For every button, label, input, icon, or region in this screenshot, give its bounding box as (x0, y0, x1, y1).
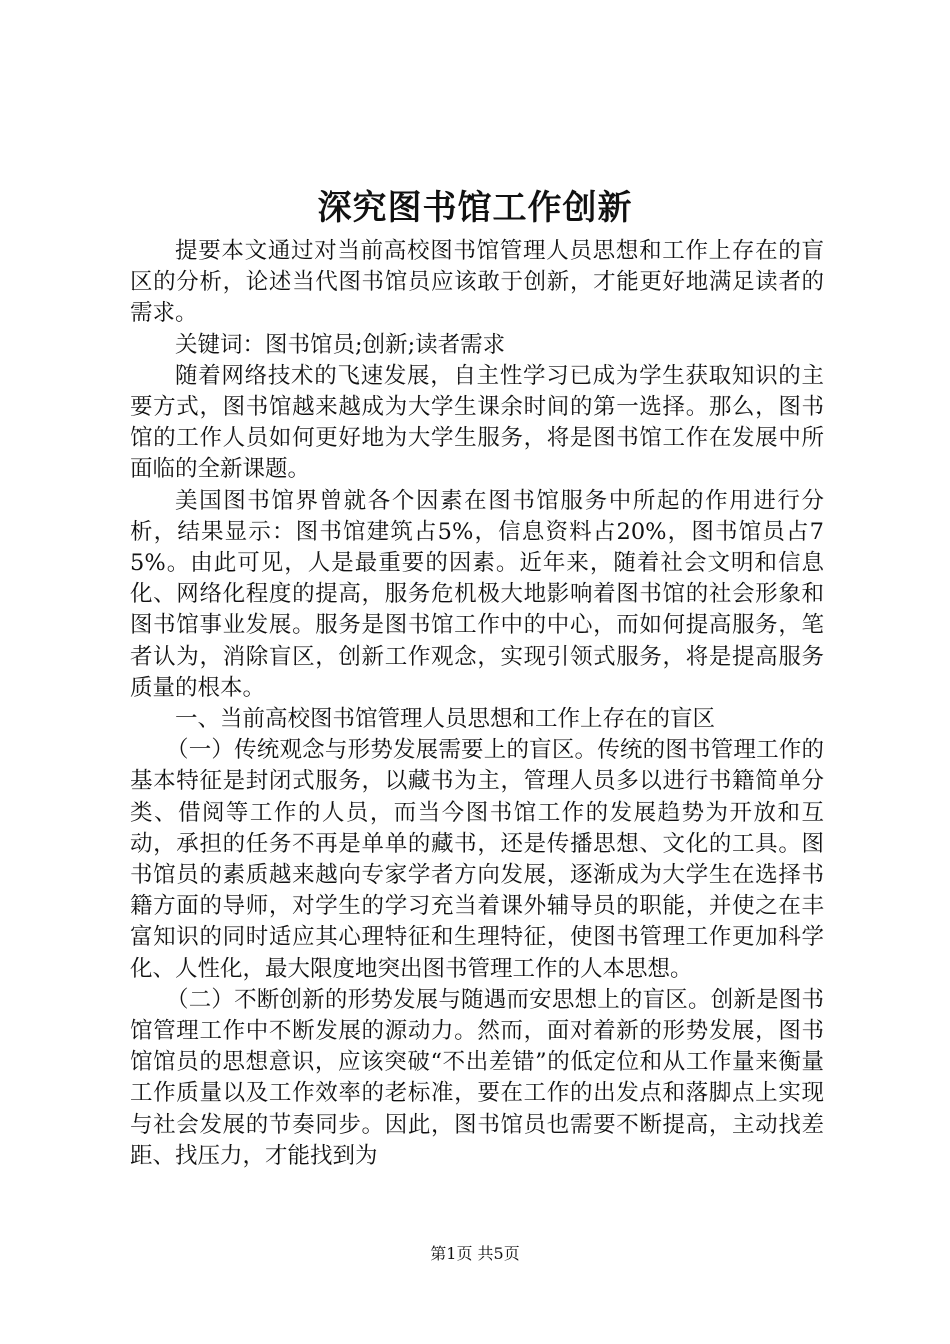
subsection-paragraph: （一）传统观念与形势发展需要上的盲区。传统的图书管理工作的基本特征是封闭式服务，以藏书为主，管理人员多以进行书籍简单分类、借阅等工作的人员，而当今图书馆工作的发展趋势为开放和互动，承担的任务不再是单单的藏书，还是传播思想、文化的工具。图书馆员的素质越来越向专家学者方向发展，逐渐成为大学生在选择书籍方面的导师，对学生的学习充当着课外辅导员的职能，并使之在丰富知识的同时适应其心理特征和生理特征，使图书管理工作更加科学化、人性化，最大限度地突出图书管理工作的人本思想。 (130, 737, 824, 982)
subsection-paragraph: （二）不断创新的形势发展与随遇而安思想上的盲区。创新是图书馆管理工作中不断发展的源动力。然而，面对着新的形势发展，图书馆馆员的思想意识，应该突破“不出差错”的低定位和从工作量来衡量工作质量以及工作效率的老标准，要在工作的出发点和落脚点上实现与社会发展的节奏同步。因此，图书馆员也需要不断提高，主动找差距、找压力，才能找到为 (130, 986, 824, 1169)
document-body (130, 236, 824, 1172)
keywords-paragraph: 关键词：图书馆员;创新;读者需求 (175, 331, 506, 358)
abstract-paragraph: 提要本文通过对当前高校图书馆管理人员思想和工作上存在的盲区的分析，论述当代图书馆员应该敢于创新，才能更好地满足读者的需求。 (130, 238, 824, 327)
body-paragraph: 随着网络技术的飞速发展，自主性学习已成为学生获取知识的主要方式，图书馆越来越成为大学生课余时间的第一选择。那么，图书馆的工作人员如何更好地为大学生服务，将是图书馆工作在发展中所面临的全新课题。 (130, 362, 824, 483)
page-footer: 第1页 共5页 (430, 1244, 520, 1263)
body-paragraph: 美国图书馆界曾就各个因素在图书馆服务中所起的作用进行分析，结果显示：图书馆建筑占5%，信息资料占20%，图书馆员占75%。由此可见，人是最重要的因素。近年来，随着社会文明和信息化、网络化程度的提高，服务危机极大地影响着图书馆的社会形象和图书馆事业发展。服务是图书馆工作中的中心，而如何提高服务，笔者认为，消除盲区，创新工作观念，实现引领式服务，将是提高服务质量的根本。 (130, 487, 824, 701)
section-heading: 一、当前高校图书馆管理人员思想和工作上存在的盲区 (175, 706, 716, 733)
document-title: 深究图书馆工作创新 (317, 188, 633, 228)
